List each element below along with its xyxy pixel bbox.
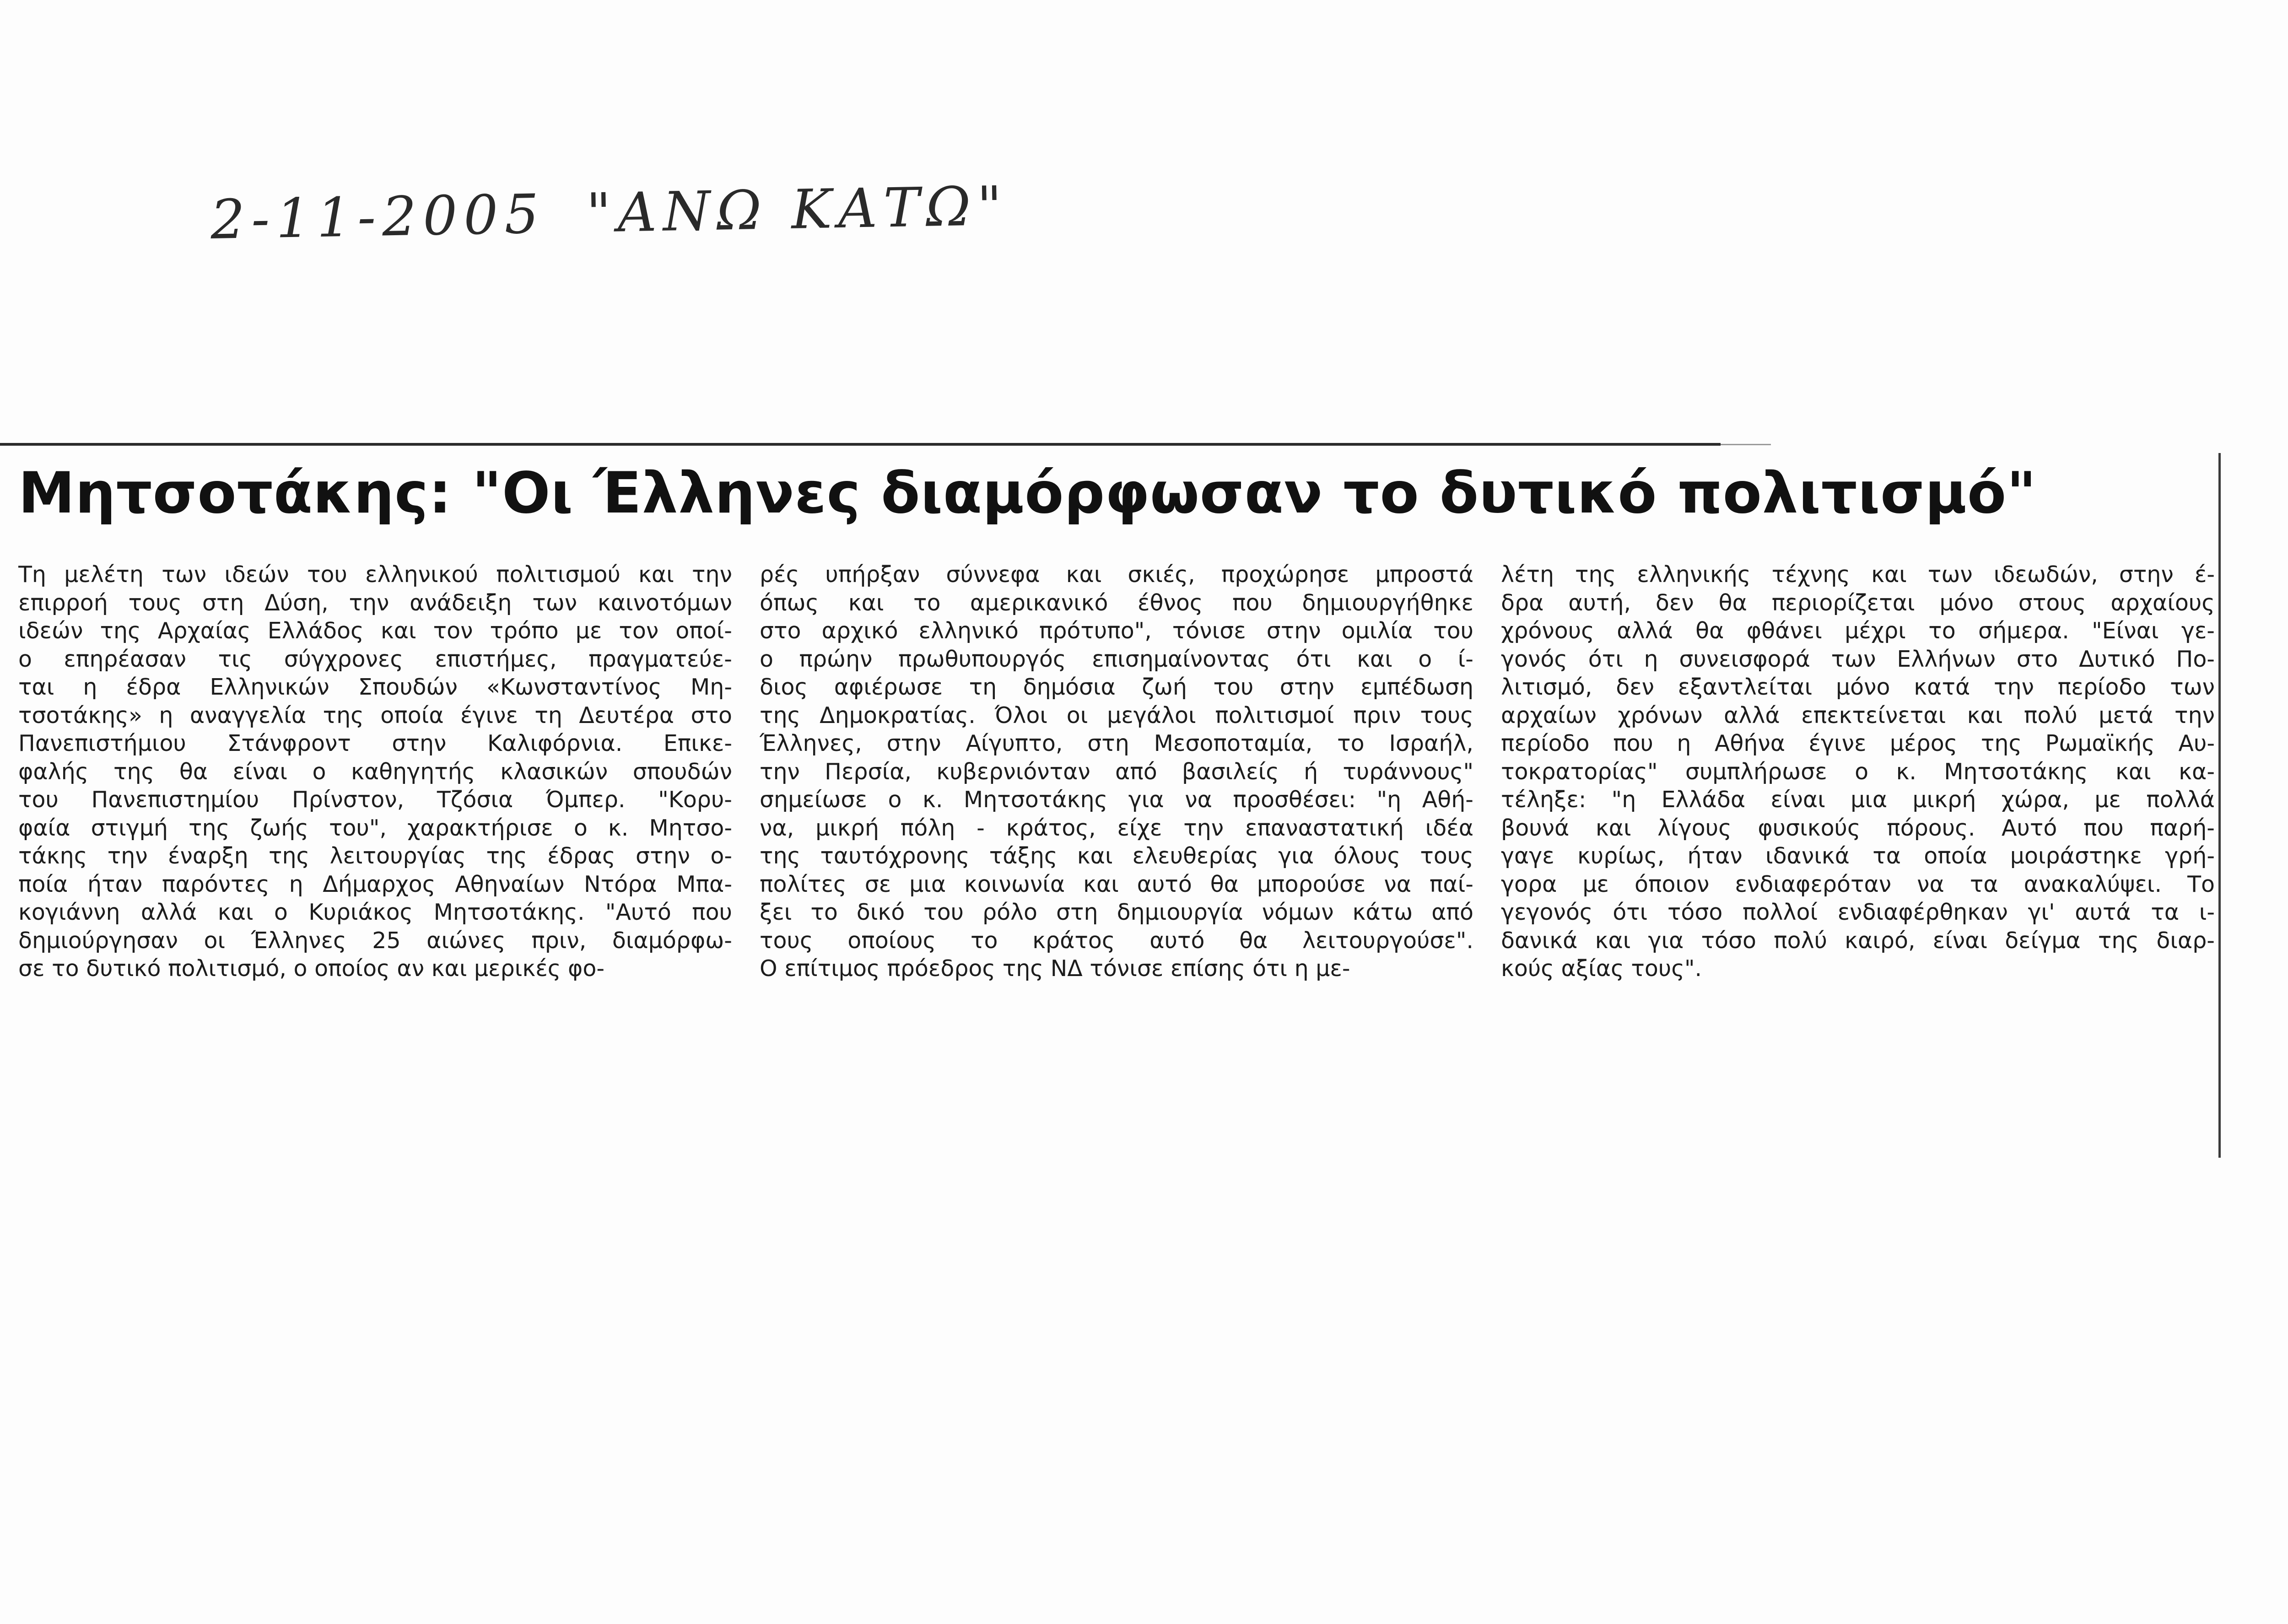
article-text-line: δρα αυτή, δεν θα περιορίζεται μόνο στους αρχαίους xyxy=(1501,589,2215,616)
annotation-source: "ΑΝΩ ΚΑΤΩ" xyxy=(586,174,1009,245)
article-text-line: ο πρώην πρωθυπουργός επισημαίνοντας ότι και ο ί- xyxy=(760,646,1473,672)
article-column-1 xyxy=(18,561,732,983)
article-text-line: Πανεπιστήμιου Στάνφροντ στην Καλιφόρνια. Επικε- xyxy=(18,730,732,756)
article-text-line: του Πανεπιστημίου Πρίνστον, Τζόσια Όμπερ. "Κορυ- xyxy=(18,787,732,813)
article-text-line: στο αρχικό ελληνικό πρότυπο", τόνισε στην ομιλία του xyxy=(760,618,1473,644)
article-text-line: Τη μελέτη των ιδεών του ελληνικού πολιτισμού και την xyxy=(18,561,732,588)
article-text-line: Ο επίτιμος πρόεδρος της ΝΔ τόνισε επίσης ότι η με- xyxy=(760,955,1350,982)
article-text-line: τοκρατορίας" συμπλήρωσε ο κ. Μητσοτάκης και κα- xyxy=(1501,758,2215,785)
article-text-line: δανικά και για τόσο πολύ καιρό, είναι δείγμα της διαρ- xyxy=(1501,927,2215,954)
article-text-line: τέληξε: "η Ελλάδα είναι μια μικρή χώρα, με πολλά xyxy=(1501,787,2215,813)
article-text-line: την Περσία, κυβερνιόνταν από βασιλείς ή τυράννους" xyxy=(760,758,1473,785)
article-text-line: γονός ότι η συνεισφορά των Ελλήνων στο Δυτικό Πο- xyxy=(1501,646,2215,672)
article-text-line: της ταυτόχρονης τάξης και ελευθερίας για όλους τους xyxy=(760,843,1473,869)
article-text-line: να, μικρή πόλη - κράτος, είχε την επαναστατική ιδέα xyxy=(760,815,1473,841)
article-text-line: τάκης την έναρξη της λειτουργίας της έδρας στην ο- xyxy=(18,843,732,869)
article-text-line: τσοτάκης» η αναγγελία της οποία έγινε τη Δευτέρα στο xyxy=(18,702,732,728)
article-text-line: ται η έδρα Ελληνικών Σπουδών «Κωνσταντίνος Μη- xyxy=(18,674,732,700)
article-text-line: ο επηρέασαν τις σύγχρονες επιστήμες, πραγματεύε- xyxy=(18,646,732,672)
top-divider-rule-tail xyxy=(1721,444,1771,445)
article-text-line: λέτη της ελληνικής τέχνης και των ιδεωδών, στην έ- xyxy=(1501,561,2215,588)
right-border-rule xyxy=(2218,453,2221,1158)
article-text-line: ξει το δικό του ρόλο στη δημιουργία νόμων κάτω από xyxy=(760,899,1473,925)
article-text-line: βουνά και λίγους φυσικούς πόρους. Αυτό που παρή- xyxy=(1501,815,2215,841)
article-text-line: της Δημοκρατίας. Όλοι οι μεγάλοι πολιτισμοί πριν τους xyxy=(760,702,1473,728)
handwritten-annotation xyxy=(210,173,1050,251)
article-text-line: φαία στιγμή της ζωής του", χαρακτήρισε ο κ. Μητσο- xyxy=(18,815,732,841)
article-column-2 xyxy=(760,561,1473,983)
article-text-line: όπως και το αμερικανικό έθνος που δημιουργήθηκε xyxy=(760,589,1473,616)
annotation-date: 2-11-2005 xyxy=(210,182,546,251)
article-text-line: ποία ήταν παρόντες η Δήμαρχος Αθηναίων Ντόρα Μπα- xyxy=(18,871,732,897)
article-text-line: ιδεών της Αρχαίας Ελλάδος και τον τρόπο με τον οποί- xyxy=(18,618,732,644)
article-text-line: σε το δυτικό πολιτισμό, ο οποίος αν και μερικές φο- xyxy=(18,955,605,982)
article-headline: Μητσοτάκης: "Οι Έλληνες διαμόρφωσαν το δυτικό πολιτισμό" xyxy=(18,460,2037,526)
article-text-line: γορα με όποιον ενδιαφερόταν να τα ανακαλύψει. Το xyxy=(1501,871,2215,897)
article-text-line: χρόνους αλλά θα φθάνει μέχρι το σήμερα. "Είναι γε- xyxy=(1501,618,2215,644)
article-text-line: κογιάννη αλλά και ο Κυριάκος Μητσοτάκης. "Αυτό που xyxy=(18,899,732,925)
article-text-line: πολίτες σε μια κοινωνία και αυτό θα μπορούσε να παί- xyxy=(760,871,1473,897)
article-body xyxy=(18,561,2215,1133)
article-text-line: επιρροή τους στη Δύση, την ανάδειξη των καινοτόμων xyxy=(18,589,732,616)
article-text-line: φαλής της θα είναι ο καθηγητής κλασικών σπουδών xyxy=(18,758,732,785)
article-text-line: κούς αξίας τους". xyxy=(1501,955,1702,982)
article-text-line: ρές υπήρξαν σύννεφα και σκιές, προχώρησε μπροστά xyxy=(760,561,1473,588)
article-text-line: τους οποίους το κράτος αυτό θα λειτουργούσε". xyxy=(760,927,1473,954)
top-divider-rule xyxy=(0,443,1721,446)
article-text-line: δημιούργησαν οι Έλληνες 25 αιώνες πριν, διαμόρφω- xyxy=(18,927,732,954)
article-text-line: λιτισμό, δεν εξαντλείται μόνο κατά την περίοδο των xyxy=(1501,674,2215,700)
article-text-line: αρχαίων χρόνων αλλά επεκτείνεται και πολύ μετά την xyxy=(1501,702,2215,728)
article-column-3 xyxy=(1501,561,2215,983)
article-text-line: περίοδο που η Αθήνα έγινε μέρος της Ρωμαϊκής Αυ- xyxy=(1501,730,2215,756)
article-text-line: γαγε κυρίως, ήταν ιδανικά τα οποία μοιράστηκε γρή- xyxy=(1501,843,2215,869)
article-text-line: διος αφιέρωσε τη δημόσια ζωή του στην εμπέδωση xyxy=(760,674,1473,700)
article-text-line: σημείωσε ο κ. Μητσοτάκης για να προσθέσει: "η Αθή- xyxy=(760,787,1473,813)
article-text-line: γεγονός ότι τόσο πολλοί ενδιαφέρθηκαν γι' αυτά τα ι- xyxy=(1501,899,2215,925)
article-text-line: Έλληνες, στην Αίγυπτο, στη Μεσοποταμία, το Ισραήλ, xyxy=(760,730,1473,756)
